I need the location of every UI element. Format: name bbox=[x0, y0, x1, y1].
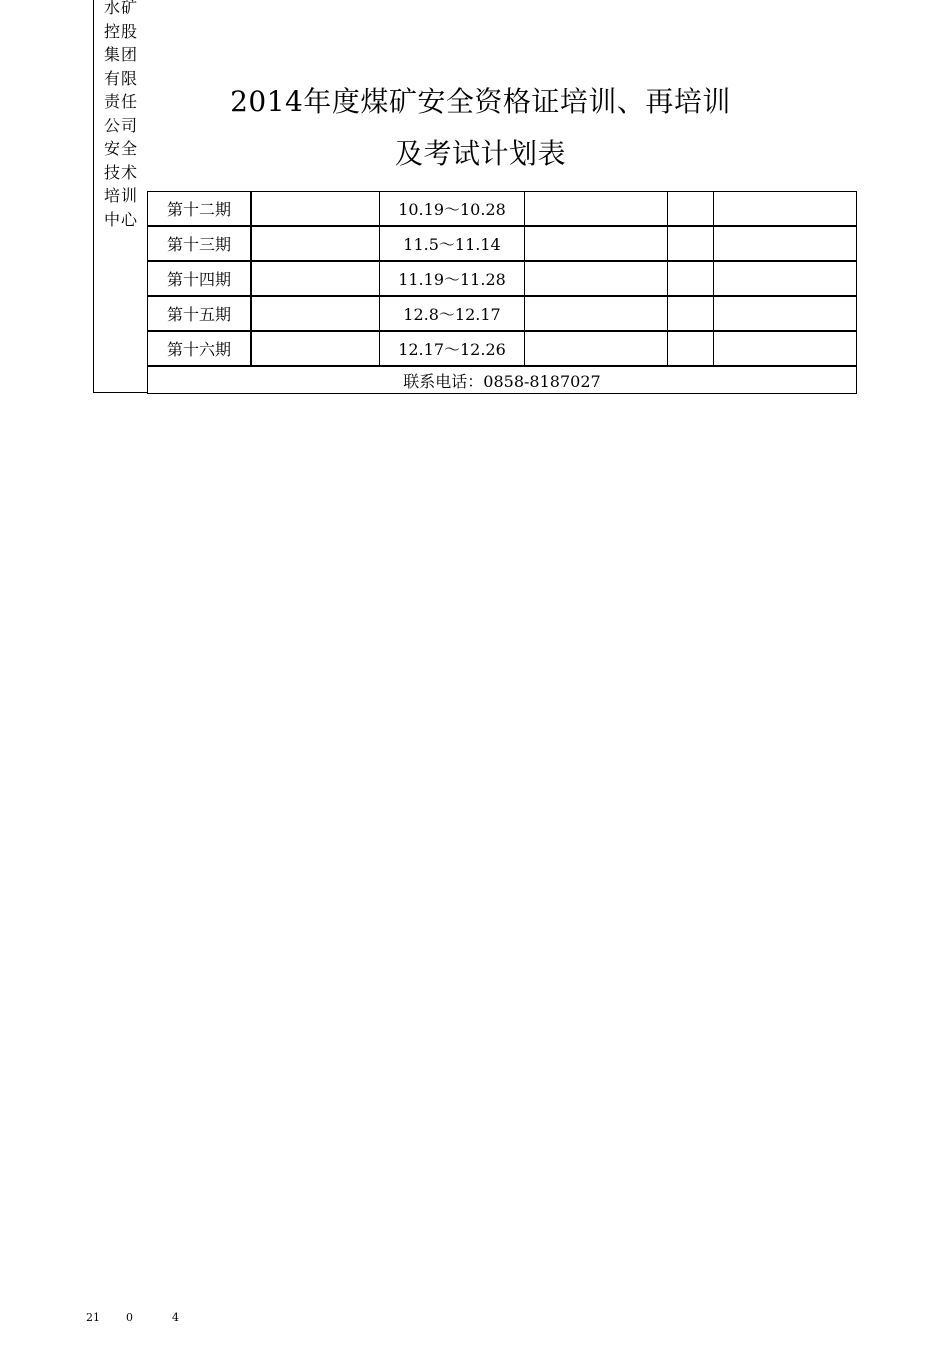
period-cell: 第十四期 bbox=[148, 261, 252, 296]
table-row bbox=[148, 226, 857, 261]
date-range-cell: 10.19～10.28 bbox=[380, 192, 525, 227]
empty-cell bbox=[251, 192, 380, 227]
empty-cell bbox=[668, 261, 714, 296]
empty-cell bbox=[525, 226, 668, 261]
empty-cell bbox=[714, 192, 857, 227]
org-name-vertical bbox=[104, 0, 144, 231]
contact-row bbox=[148, 366, 857, 394]
period-cell: 第十二期 bbox=[148, 192, 252, 227]
period-cell: 第十三期 bbox=[148, 226, 252, 261]
footer-number: 4 bbox=[172, 1311, 179, 1324]
empty-cell bbox=[714, 331, 857, 366]
empty-cell bbox=[668, 226, 714, 261]
footer-number: 21 bbox=[86, 1311, 100, 1324]
org-line: 有限 bbox=[104, 68, 139, 88]
schedule-table bbox=[147, 191, 857, 394]
page-title-line1: 2014年度煤矿安全资格证培训、再培训 bbox=[230, 85, 731, 118]
date-range-cell: 12.17～12.26 bbox=[380, 331, 525, 366]
org-line: 中心 bbox=[104, 209, 139, 229]
empty-cell bbox=[714, 226, 857, 261]
date-range-cell: 12.8～12.17 bbox=[380, 296, 525, 331]
empty-cell bbox=[251, 331, 380, 366]
empty-cell bbox=[525, 331, 668, 366]
empty-cell bbox=[251, 261, 380, 296]
empty-cell bbox=[668, 192, 714, 227]
period-cell: 第十六期 bbox=[148, 331, 252, 366]
empty-cell bbox=[251, 226, 380, 261]
table-row bbox=[148, 192, 857, 227]
table-row bbox=[148, 296, 857, 331]
empty-cell bbox=[525, 261, 668, 296]
org-line: 集团 bbox=[104, 45, 139, 64]
empty-cell bbox=[251, 296, 380, 331]
empty-cell bbox=[714, 296, 857, 331]
org-line: 控股 bbox=[104, 21, 139, 41]
org-line: 水矿 bbox=[104, 0, 139, 17]
page-title-line2: 及考试计划表 bbox=[394, 137, 566, 170]
date-range-cell: 11.5～11.14 bbox=[380, 226, 525, 261]
empty-cell bbox=[668, 296, 714, 331]
contact-phone: 联系电话：0858-8187027 bbox=[148, 366, 857, 394]
date-range-cell: 11.19～11.28 bbox=[380, 261, 525, 296]
org-line: 责任 bbox=[104, 92, 139, 111]
org-line: 技术 bbox=[104, 162, 139, 182]
table-row bbox=[148, 331, 857, 366]
table-row bbox=[148, 261, 857, 296]
period-cell: 第十五期 bbox=[148, 296, 252, 331]
org-line: 培训 bbox=[104, 186, 139, 205]
empty-cell bbox=[714, 261, 857, 296]
org-line: 安全 bbox=[104, 139, 139, 158]
empty-cell bbox=[668, 331, 714, 366]
org-line: 公司 bbox=[104, 115, 139, 135]
footer-number: 0 bbox=[126, 1311, 133, 1324]
empty-cell bbox=[525, 296, 668, 331]
empty-cell bbox=[525, 192, 668, 227]
